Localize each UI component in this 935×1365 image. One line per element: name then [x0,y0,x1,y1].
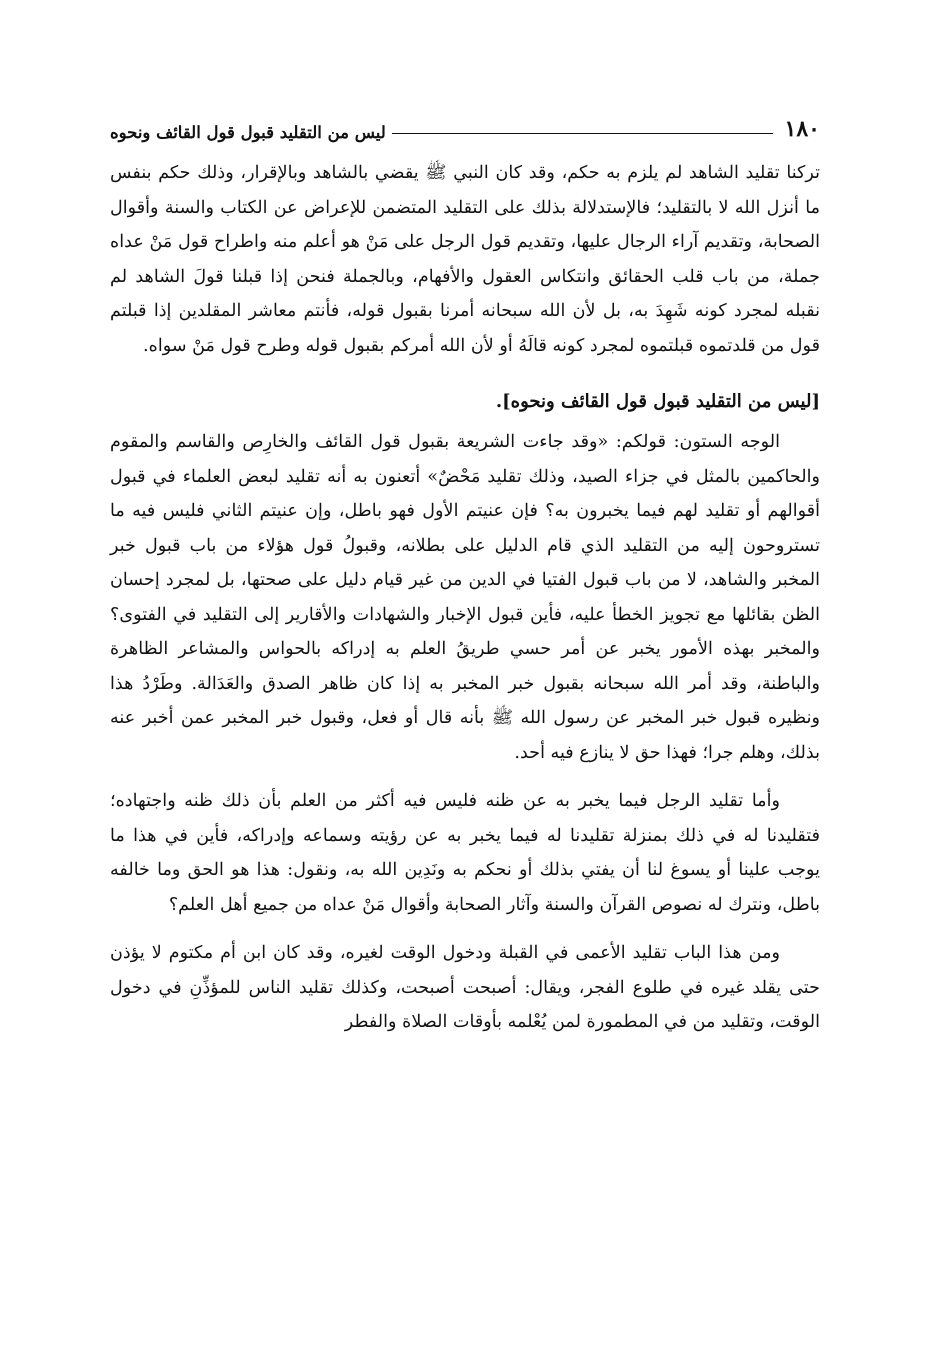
paragraph-3: وأما تقليد الرجل فيما يخبر به عن ظنه فليس فيه أكثر من العلم بأن ذلك ظنه واجتهاده؛ فتقليدنا له في ذلك بمنزلة تقليدنا له فيما يخبر به عن رؤيته وسماعه وإدراكه، فأين في هذا ما يوجب علينا أو يسوغ لنا أن يفتي بذلك أو نحكم به ونَدِين الله به، ونقول: هذا هو الحق وما خالفه باطل، ونترك له نصوص القرآن والسنة وآثار الصحابة وأقوال مَنْ عداه من جميع أهل العلم؟ [110,791,820,915]
paragraph-1: تركنا تقليد الشاهد لم يلزم به حكم، وقد كان النبي ﷺ يقضي بالشاهد وبالإقرار، وذلك حكم بنفس ما أنزل الله لا بالتقليد؛ فالإستدلالة بذلك على التقليد المتضمن للإعراض عن الكتاب والسنة وأقوال الصحابة، وتقديم آراء الرجال عليها، وتقديم قول الرجل على مَنْ هو أعلم منه واطراح قول مَنْ عداه جملة، من باب قلب الحقائق وانتكاس العقول والأفهام، وبالجملة فنحن إذا قبلنا قولَ الشاهد لم نقبله لمجرد كونه شَهِدَ به، بل لأن الله سبحانه أمرنا بقبول قوله، فأنتم معاشر المقلدين إذا قبلتم قول من قلدتموه قبلتموه لمجرد كونه قالَهُ أو لأن الله أمركم بقبول قوله وطرح قول مَنْ سواه. [110,163,820,356]
header-rule [392,133,773,134]
page-number: ١٨٠ [784,116,820,142]
running-title: ليس من التقليد قبول قول القائف ونحوه [110,123,386,142]
paragraph-2: الوجه الستون: قولكم: «وقد جاءت الشريعة بقبول قول القائف والخارِص والقاسم والمقوم والحاكمين بالمثل في جزاء الصيد، وذلك تقليد مَحْضٌ» أتعنون به أنه تقليد لبعض العلماء في قبول أقوالهم أو تقليد لهم فيما يخبرون به؟ فإن عنيتم الأول فهو باطل، وإن عنيتم الثاني فليس فيه ما تستروحون إليه من التقليد الذي قام الدليل على بطلانه، وقبولُ قول هؤلاء من باب قبول خبر المخبر والشاهد، لا من باب قبول الفتيا في الدين من غير قيام دليل على صحتها، بل لمجرد إحسان الظن بقائلها مع تجويز الخطأ عليه، فأين قبول الإخبار والشهادات والأقارير إلى التقليد في الفتوى؟ والمخبر بهذه الأمور يخبر عن أمر حسي طريقُ العلم به إدراكه بالحواس والمشاعر الظاهرة والباطنة، وقد أمر الله سبحانه بقبول خبر المخبر به إذا كان ظاهر الصدق والعَدَالة. وطَرْدُ هذا ونظيره قبول خبر المخبر عن رسول الله ﷺ بأنه قال أو فعل، وقبول خبر المخبر عمن أخبر عنه بذلك، وهلم جرا؛ فهذا حق لا ينازع فيه أحد. [110,432,820,763]
paragraph-4: ومن هذا الباب تقليد الأعمى في القبلة ودخول الوقت لغيره، وقد كان ابن أم مكتوم لا يؤذن حتى يقلد غيره في طلوع الفجر، ويقال: أصبحت أصبحت، وكذلك تقليد الناس للمؤذِّنِ في دخول الوقت، وتقليد من في المطمورة لمن يُعْلمه بأوقات الصلاة والفطر [110,943,820,1032]
paragraph-gap [110,922,820,936]
paragraph-gap [110,770,820,784]
book-page [110,112,820,1040]
section-heading: [ليس من التقليد قبول قول القائف ونحوه]. [495,391,820,412]
running-header [110,112,820,142]
